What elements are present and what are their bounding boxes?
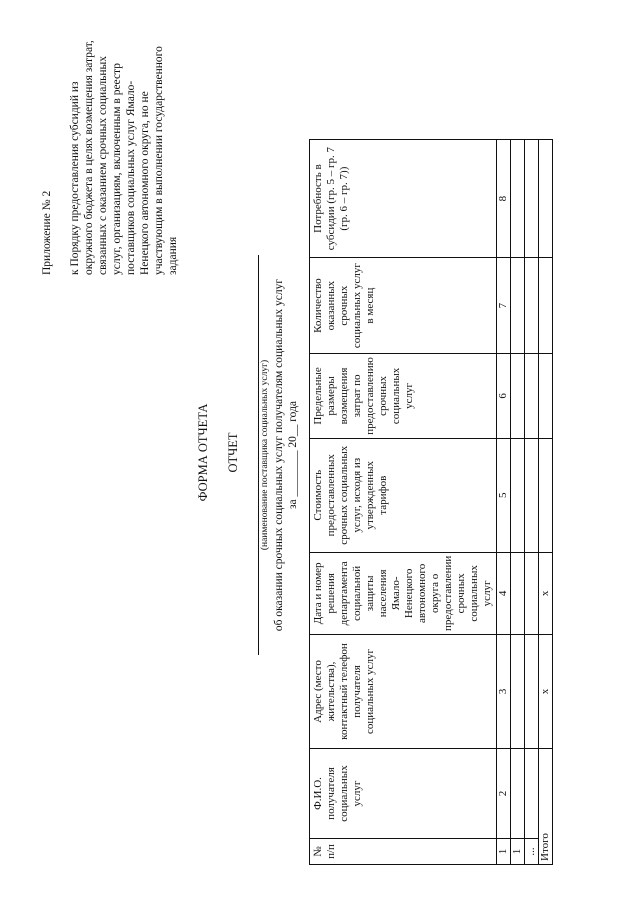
- table-cell: [511, 749, 525, 839]
- total-cell: [539, 140, 553, 258]
- header-cell: Дата и номер решения департамента социальной защиты населения Ямало-Ненецкого автономного округа о предоставлении срочных социальных услуг: [310, 552, 497, 634]
- column-number-cell: 2: [497, 749, 511, 839]
- column-number-row: [497, 140, 511, 865]
- provider-caption: (наименование поставщика социальных услуг): [260, 359, 270, 551]
- table-cell: [511, 552, 525, 634]
- total-label: Итого: [539, 749, 553, 865]
- table-cell: [511, 438, 525, 552]
- header-cell: Предельные размеры возмещения затрат по предоставлению срочных социальных услуг: [310, 354, 497, 439]
- subtitle-line-1: об оказании срочных социальных услуг получателям социальных услуг: [273, 278, 285, 632]
- header-cell: Потребность в субсидии (гр. 5 – гр. 7 (гр. 6 – гр. 7)): [310, 140, 497, 258]
- header-cell: № п/п: [310, 839, 497, 865]
- table-cell: [511, 635, 525, 749]
- report-title: ОТЧЕТ: [226, 432, 240, 473]
- table-row: [511, 140, 525, 865]
- table-cell: [511, 140, 525, 258]
- column-number-cell: 6: [497, 354, 511, 439]
- header-cell: Ф.И.О. получателя социальных услуг: [310, 749, 497, 839]
- annex-text: к Порядку предоставления субсидий из окружного бюджета в целях возмещения затрат, связанных с оказанием срочных социальных услуг, организациям, включенным в реестр поставщиков социальных услуг Ямало-Ненецкого автономного округа, но не участвующим в выполнении государственного задания: [69, 40, 179, 275]
- table-cell: [525, 354, 539, 439]
- table-cell: 1: [511, 839, 525, 865]
- provider-name-line: [258, 255, 259, 655]
- total-row: [539, 140, 553, 865]
- table-cell: [511, 258, 525, 354]
- column-number-cell: 4: [497, 552, 511, 634]
- table-cell: [525, 749, 539, 839]
- table-cell: [525, 140, 539, 258]
- table-cell: [525, 635, 539, 749]
- table-cell: [525, 552, 539, 634]
- column-number-cell: 3: [497, 635, 511, 749]
- form-title: ФОРМА ОТЧЕТА: [196, 403, 210, 502]
- annex-title: Приложение № 2: [41, 190, 53, 275]
- header-cell: Адрес (место жительства), контактный телефон получателя социальных услуг: [310, 635, 497, 749]
- table-cell: [511, 354, 525, 439]
- total-cell: [539, 258, 553, 354]
- header-row: [310, 140, 497, 865]
- column-number-cell: 7: [497, 258, 511, 354]
- header-cell: Количество оказанных срочных социальных услуг в месяц: [310, 258, 497, 354]
- column-number-cell: 1: [497, 839, 511, 865]
- report-subtitle: [272, 255, 300, 655]
- total-cell: [539, 438, 553, 552]
- table-cell: [525, 438, 539, 552]
- report-table: [309, 139, 553, 865]
- table-row: [525, 140, 539, 865]
- total-cell: [539, 354, 553, 439]
- total-cell: x: [539, 552, 553, 634]
- column-number-cell: 5: [497, 438, 511, 552]
- table-cell: [525, 258, 539, 354]
- total-cell: x: [539, 635, 553, 749]
- header-cell: Стоимость предоставленных срочных социальных услуг, исходя из утвержденных тарифов: [310, 438, 497, 552]
- table-cell: ...: [525, 839, 539, 865]
- column-number-cell: 8: [497, 140, 511, 258]
- annex-block: [40, 35, 180, 275]
- subtitle-line-2: за ________ 20__ года: [287, 400, 299, 510]
